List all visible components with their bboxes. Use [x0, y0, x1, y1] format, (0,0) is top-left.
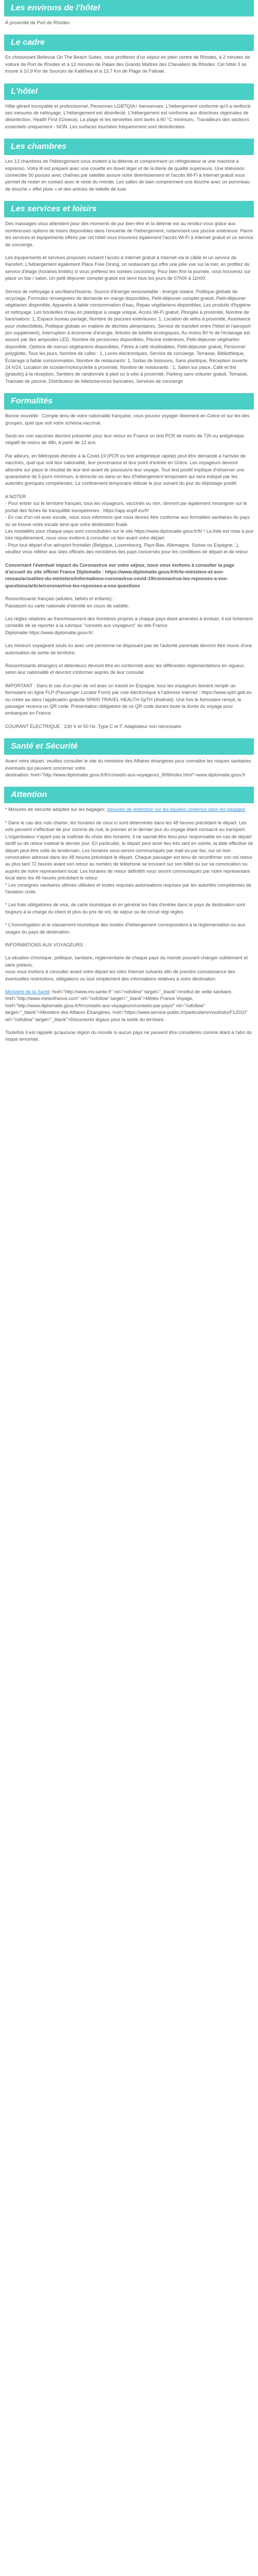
attention-text-1-prefix: * Mesures de sécurité adoptée sur les bagages:: [5, 807, 107, 812]
section-header-formalites: Formalités: [4, 393, 254, 410]
attention-text-6: La situation chronique, politique, sanitaire, réglementaire de chaque pays du monde pouvant changer subitement et sans préavis, nous vous invitons à consulter avant votre départ les sites Internet suivants afin de prendre connaissance des éventuelles restrictions, obligations ou tout simplement des informations relatives à votre destination.: [5, 955, 248, 981]
attention-text-5: INFORMATIONS AUX VOYAGEURS :: [5, 942, 86, 947]
chambres-text: Les 13 chambres de l'hébergement vous invitent à la détente et comprennent un réfrigérateur et une machine à espresso. Votre lit est préparé avec une couette en duvet léger et de la literie de qualité supérieure. Une télévision connectée 50 pouces avec chaînes par satellite assure votre divertissement et l'accès Wi-Fi à Internet gratuit vous permet de rester en contact avec le reste du monde. Les salles de bain comprennent une douche avec un pommeau de douche « effet pluie » et des articles de toilette de luxe.: [5, 159, 250, 192]
section-header-attention: Attention: [4, 787, 254, 803]
section-header-environs: Les environs de l'hôtel: [4, 0, 254, 16]
section-header-sante: Santé et Sécurité: [4, 738, 254, 755]
formalites-text-7: Les règles relatives au franchissement des frontières propres à chaque pays étant amenées à évoluer, il est fortement conseillé de se reporter à la rubrique "conseils aux voyageurs" du site France Diplomatie https://www.diplomatie.gouv.fr/.: [5, 616, 253, 635]
attention-text-7-body: : href="http://www.mv.sante.fr" rel="nofollow" target="_blank">Institut de veille sanitaire, href="http://www.meteofrance.com" rel="nofollow" target="_blank">Météo France Voyage, href="http://www.diplomatie.gouv.fr/fr/conseils-aux-voyageurs/conseils-par-pays/" rel="nofollow" target="_blank">Ministère des Affaires Étrangères, href="https://www.service-public.fr/particuliers/vosdroits/F12010" rel="nofollow" target="_blank">Documents légaux pour la sortie du territoire.: [5, 989, 248, 1022]
formalites-text-1: Bonne nouvelle : Compte tenu de votre nationalité française, vous pouvez voyager librement en Grèce et sur les des groupes, quel que soit votre schéma vaccinal.: [5, 413, 250, 426]
attention-text-2: * Dans le cas des vols charter, les horaires de ceux-ci sont déterminés dans les 48 heures précédant le départ. Les vols peuvent s'effectuer de jour comme de nuit, le premier et le dernier jour du voyage étant consacré au transport. L'organisateur n'ayant pas la maîtrise du choix des horaires, il ne saurait être tenu pour responsable en cas de départ tardif ou de retour matinal le dernier jour. En particulier, le départ peut avoir lieu très tard en soirée, la date effective de départ peut être celle du lendemain. Les horaires sous-seront communiqués par mail ou par fax, sur un bon convocation adressé dans les 48 heures précédant le départ. Chaque passager est tenu de reconfirmer son vol retour au plus tard 72 heures avant son retour au numéro de téléphone se trouvant sur son billet ou sur sa convocation ou auprès de notre représentant local. Les horaires de retour définitifs vous seront communiqués par notre représentant local dans les 48 heures précédant le retour. * Les consignes sanitaires ultimes utilisées et toutes requises autorisations requises par les autorités compétentes de l'aviation civile.: [5, 820, 253, 894]
attention-text-3: * Les frais obligatoires de visa, de carte touristique et en général les frais d'entrée dans le pays de destination sont toujours à la charge du client et plus du prix de vol, de séjour ou de circuit régi règles.: [5, 902, 245, 914]
liquids-restriction-link[interactable]: mesures de restriction sur les liquides contenus dans les bagages: [107, 807, 246, 812]
services-text-3: Service de nettoyage à sec/blanchisserie, Source d'énergie renouvelable - énergie solaire, Politique globale de recyclage, Formules renseignées de demande en marge disponibles, Petit-déjeuner complet gratuit, Petit-déjeuner végétarien disponible, Appareils à faible consommation d'eau, Repas végétariens disponibles, Les produits d'hygiène et nettoyage, Les bouteilles d'eau en plastique à usage unique, Accès Wi-Fi gratuit, Plongée à proximité, Nombre de bars/salons: 1, Espace bureau partagé, Nombre de piscines extérieures: 1, Location de vélos à proximité, Assistance pour visites/billets, Politique globale en matière de déchets alimentaires, Service de transfert entre l'hôtel et l'aéroport (en supplément), Interruption à économie d'énergie, Articles de toilette écologiques, Au moins 80 % de l'éclairage est assuré par des ampoules LED, Nombre de personnes disponibles, Piscine extérieure, Petit-déjeuner végétarien disponible, Options de menus végétariens disponibles, Filtres à café réutilisables, Petit-déjeuner gratuit, Personnel polyglotte, Tous les jours, Nombre de cafés : 1, Livres électroniques, Service de concierge, Terrasse, Bibliothèque, Éclairage à faible consommation, Nombre de restaurants: 1, Sodas de boissons, Sans plastique, Réception ouverte 24 h/24, Location de scooter/motocyclette à proximité, Nombre de restaurants : 1, Salon sur place, Café et thé (gratuits) à la réception, Sentiers de randonnée à pied ou à vélo à proximité, Parking sans voiturier gratuit, Terrasse, Transats de piscine, Distributeur de billets/services bancaires, Services de concierge: [5, 289, 251, 384]
formalites-text-5: Concernant l'éventuel impact du Coronavirus sur votre séjour, nous vous invitons à consulter la page d'accueil du site officiel France Diplomatie : https://www.diplomatie.gouv.fr/fr/le-ministere-et-son-reseau/actualites-du-ministere/informations-coronavirus-covid-19/coronavirus-les-reponses-a-vos-questions/article/coronavirus-les-reponses-a-vos-questions: [5, 562, 235, 588]
environs-text: À proximité de Port de Rhodes: [5, 20, 70, 25]
attention-text-4: * L'homologation et le classement touristique des modes d'hébergement correspondent à la réglementation ou aux usages du pays de destination.: [5, 922, 246, 935]
ministere-sante-link[interactable]: Ministère de la Santé: [5, 989, 50, 994]
formalites-text-11: COURANT ÉLECTRIQUE : 230 V et 50 Hz. Type C et F. Adaptateur non nécessaire.: [5, 723, 183, 729]
attention-text-1: [4, 806, 254, 813]
section-header-services: Les services et loisirs: [4, 201, 254, 217]
attention-text-7: [4, 989, 254, 1023]
formalites-text-4: A NOTER - Pour entrer sur le territoire français, tous les voyageurs, vaccinés ou non, devront par également renseigner sur le portail des fiches de tranquillité européennes : https://app.euplf.eu/#/ - En cas d'un vol avec escale, nous vous informons que vous devrez être conforme aux formalités sanitaires du pays où se trouve votre escale ainsi que votre destination finale. Les modalités pour chaque pays sont consultables sur le site https://www.diplomatie.gouv.fr/fr/ ! La liste est mise à jour très régulièrement, nous vous invitons à consulter ce lien avant votre départ. - Pour tout départ d'un aéroport frontalier (Belgique, Luxembourg, Pays-Bas, Allemagne, Suisse ou Espagne...), veuillez vous référer aux sites officiels des ministères des pays concernés pour les conditions de départ et de retour.: [5, 494, 254, 555]
formalites-text-6: Ressortissants français (adultes, bébés et enfants) : Passeport ou carte nationale d'identité en cours de validité.: [5, 596, 130, 608]
page-content: [0, 0, 258, 1043]
section-header-hotel: L'hôtel: [4, 83, 254, 100]
section-header-chambres: Les chambres: [4, 139, 254, 155]
formalites-text-10: IMPORTANT : Dans le cas d'un plan de vol avec un transit en Espagne, tous les voyageurs doivent remplir un formulaire en ligne FLP (Passenger Locator Form) par voie électronique à l'adresse Internet : https://www.spth.gob.es ou créée au dans l'application gratuite SPAIN TRAVEL HEALTH-SpTH (Android). Une fois le formulaire rempli, le passager recevra un QR code. Présentation obligatoire de ce QR code durant toute la durée du voyage pour embarquer en France.: [5, 683, 252, 716]
attention-text-8: Toutefois il est rappelé qu'aucune région du monde ni aucun pays ne peuvent être considérés comme étant à l'abri du risque terroriste.: [5, 1030, 252, 1042]
hotel-text: Hôte gérant incroyable et professionnel, Personnes LGBTQIA+ bienvenues. L'hébergement conforme qu'il a renforcé ses mesures de nettoyage. L'hébergement est désinfecté. L'hébergement est conforme aux directives régionales de désinfection. Health First (Greece). La plage et les serviettes sont lavés à 60 °C minimum,. Travailleurs des secteurs essentiels uniquement - NON. Les surfaces touchées fréquemment sont désinfectées.: [5, 103, 251, 129]
formalites-text-8: Les mineurs voyageant seuls ou avec une personne ne disposant pas de l'autorité parentale devront être munis d'une autorisation de sortie de territoire.: [5, 643, 252, 655]
section-header-cadre: Le cadre: [4, 35, 254, 51]
services-text-2: Les équipements et services proposés incluent l'accès à Internet gratuit à Internet via le câble et un service de transfert. L'hébergement également Place Free Dining, un restaurant qui offre une jolie vue sur la mer, en profitez du service d'étage (horaires limités) si vous préférez les soirées cocooning. Pour bien finir la journée, vous trouverez sur place un bar / salon. Un petit déjeuner complet gratuit est servi tous les jours de 07h00 à 11h00.: [5, 255, 251, 281]
formalites-text-2: Seuls les non vaccinés devront présenter pour leur retour en France un test PCR de moins de 72h ou antigénique négatif de moins de 48h, à partir de 12 ans.: [5, 433, 244, 446]
sante-text: Avant votre départ, veuillez consulter le site du ministère des Affaires étrangères pour connaître les risques sanitaires éventuels qui peuvent concerner votre destination: href="http://www.diplomatie.gouv.fr/fr/conseils-aux-voyageurs_909/index.html">www.diplomatie.gouv.fr: [5, 758, 251, 778]
services-text-1: Des massages vous attendent pour des moments de pur bien-être et la détente est au rendez-vous grâce aux nombreuses options de loisirs disponibles dans l'enceinte de l'hébergement, notamment une piscine extérieure. Parmi les services et équipements offerts par cet hôtel vous trouverez également l'accès Wi-Fi à Internet gratuit et un service de concierge.: [5, 221, 254, 247]
cadre-text: En choisissant Bellevue On The Beach Suites, vous profiterez d'un séjour en plein centre de Rhodes, à 2 minutes de voiture de Port de Rhodes et à 12 minutes de Palais des Grands Maîtres des Chevaliers de Rhodes. Cet hôtel 3 se trouve à 10,9 Km de Sources de Kallithea et à 13,7 Km de Plage de Faliraki.: [5, 55, 250, 74]
formalites-text-9: Ressortissants étrangers et détenteurs devront être en conformité avec les différentes réglementations en vigueur, selon leur nationalité et devront s'informer auprès de leur consulat.: [5, 663, 245, 675]
formalites-text-3: Par ailleurs, en Métropole étendre à la Covid-19 (PCR ou test antigénique rapide) peut être demandé à l'arrivée de vaccinés, quel que soit leur nationalité, leur provenance et leur point d'entrée en Grèce. Les voyageurs devront attendre sur place le résultat de leur test avant de poursuivre leur voyage. Tout test positif implique d'observer une quarantaine de 5 jours minimum, à domicile ou dans un lieu d'hébergement temporaire qui sera indiqué par les autorités grecques compétentes. Le confinement temporaire débute le jour suivant du jour du dépistage positif.: [5, 453, 246, 486]
